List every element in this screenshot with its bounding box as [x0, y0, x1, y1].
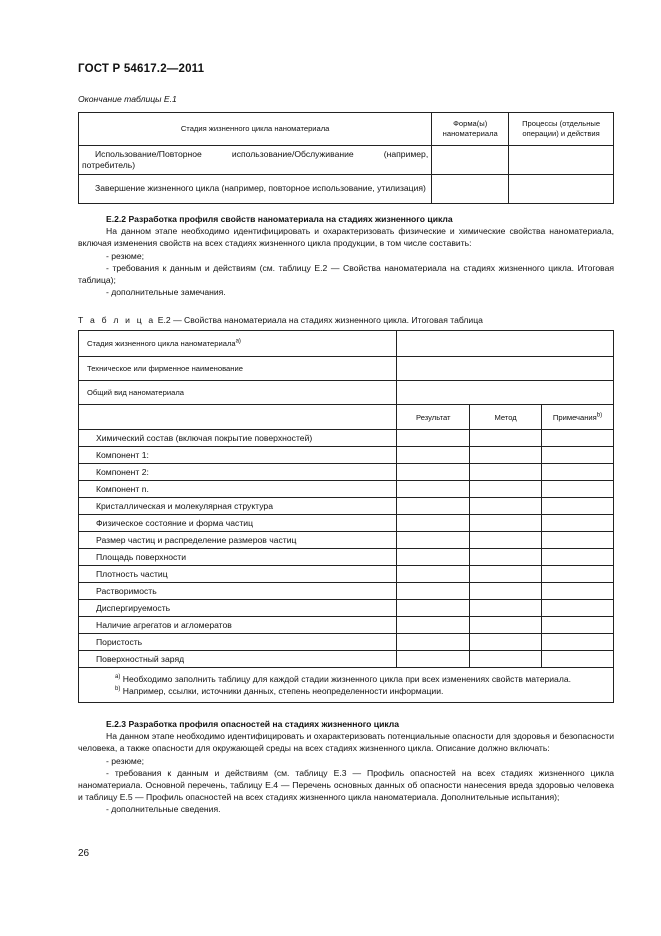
column-header-form-line2: наноматериала	[442, 129, 498, 138]
column-header-stage: Стадия жизненного цикла наноматериала	[79, 113, 432, 146]
section-e22	[78, 213, 614, 298]
notes-cell	[542, 481, 614, 498]
result-cell	[397, 430, 470, 447]
table-caption-label: Т а б л и ц а	[78, 315, 156, 325]
properties-table	[78, 330, 614, 703]
notes-cell	[542, 464, 614, 481]
value-cell	[397, 357, 614, 381]
method-cell	[470, 464, 542, 481]
processes-cell	[509, 175, 614, 204]
section-paragraph: На данном этапе необходимо идентифицировать и охарактеризовать потенциальные опасности для здоровья и безопасности человека, а также опасности для окружающей среды на всех стадиях жизненного цикла. Описание должно включать:	[78, 731, 614, 754]
table-row	[79, 634, 614, 651]
property-cell: Пористость	[79, 634, 397, 651]
stage-text: Использование/Повторное использование/Обслуживание (например, потребитель)	[82, 148, 429, 170]
notes-cell	[542, 532, 614, 549]
method-cell	[470, 634, 542, 651]
column-header-processes-line1: Процессы (отдельные	[522, 118, 601, 128]
table-row	[79, 549, 614, 566]
footnote-a	[87, 673, 605, 685]
result-cell	[397, 532, 470, 549]
stage-cell	[79, 175, 432, 204]
list-item: - дополнительные замечания.	[106, 287, 226, 298]
result-cell	[397, 464, 470, 481]
notes-cell	[542, 600, 614, 617]
column-header-result: Результат	[397, 405, 470, 430]
property-cell: Компонент n.	[79, 481, 397, 498]
method-cell	[470, 566, 542, 583]
stage-text: Завершение жизненного цикла (например, повторное использование, утилизация)	[95, 183, 426, 194]
list-item: - требования к данным и действиям (см. таблицу Е.2 — Свойства наноматериала на стадиях жизненного цикла. Итоговая таблица);	[78, 262, 614, 286]
footnote-b	[87, 685, 605, 697]
column-header-notes-text: Примечания	[552, 412, 597, 422]
value-cell	[397, 381, 614, 405]
general-view-label: Общий вид наноматериала	[79, 381, 397, 405]
stage-cell	[79, 146, 432, 175]
stage-label-cell	[79, 331, 397, 357]
property-cell: Размер частиц и распределение размеров частиц	[79, 532, 397, 549]
table-row	[79, 381, 614, 405]
column-header-notes	[542, 405, 614, 430]
property-cell: Площадь поверхности	[79, 549, 397, 566]
table-row	[79, 515, 614, 532]
empty-header-cell	[79, 405, 397, 430]
list-item: - требования к данным и действиям (см. таблицу Е.3 — Профиль опасностей на всех стадиях жизненного цикла наноматериала. Основной перечень, таблицу Е.4 — Перечень основных данных об опасности нанесения вреда здоровью человека и таблицу Е.5 — Профиль опасностей на всех стадиях жизненного цикла наноматериала. Дополнительные испытания);	[78, 767, 614, 803]
table-header-row	[79, 405, 614, 430]
property-cell: Плотность частиц	[79, 566, 397, 583]
lifecycle-stage-table	[78, 112, 614, 204]
property-cell: Поверхностный заряд	[79, 651, 397, 668]
column-header-form	[432, 113, 509, 146]
method-cell	[470, 532, 542, 549]
notes-cell	[542, 447, 614, 464]
footnote-a-text: Необходимо заполнить таблицу для каждой стадии жизненного цикла при всех изменениях свойств материала.	[120, 674, 572, 684]
trade-name-label: Техническое или фирменное наименование	[79, 357, 397, 381]
table-row	[79, 331, 614, 357]
footnote-mark: b)	[596, 411, 603, 418]
table-row	[79, 566, 614, 583]
result-cell	[397, 549, 470, 566]
notes-cell	[542, 634, 614, 651]
property-cell: Компонент 2:	[79, 464, 397, 481]
table-header-row	[79, 113, 614, 146]
property-cell: Кристаллическая и молекулярная структура	[79, 498, 397, 515]
result-cell	[397, 651, 470, 668]
table-row	[79, 447, 614, 464]
column-header-processes-line2: операции) и действия	[522, 129, 600, 138]
property-cell: Диспергируемость	[79, 600, 397, 617]
method-cell	[470, 481, 542, 498]
section-paragraph: На данном этапе необходимо идентифицировать и охарактеризовать физические и химические свойства наноматериала, включая изменения свойств на всех стадиях жизненного цикла продукции, в том числе составить:	[78, 226, 614, 249]
method-cell	[470, 651, 542, 668]
list-item: - резюме;	[106, 755, 144, 766]
column-header-processes	[509, 113, 614, 146]
section-heading: Е.2.2 Разработка профиля свойств наноматериала на стадиях жизненного цикла	[106, 214, 453, 224]
stage-label: Стадия жизненного цикла наноматериала	[87, 339, 236, 348]
result-cell	[397, 566, 470, 583]
table-row	[79, 583, 614, 600]
table-row	[79, 617, 614, 634]
footnotes-cell	[79, 668, 614, 703]
footnote-a-mark: а)	[115, 674, 121, 681]
list-item: - дополнительные сведения.	[106, 804, 221, 815]
result-cell	[397, 515, 470, 532]
page-number: 26	[78, 848, 90, 859]
column-header-form-line1: Форма(ы)	[453, 118, 488, 128]
method-cell	[470, 600, 542, 617]
table-row	[79, 532, 614, 549]
form-cell	[432, 175, 509, 204]
result-cell	[397, 498, 470, 515]
table-footnotes-row	[79, 668, 614, 703]
table-row	[79, 498, 614, 515]
method-cell	[470, 617, 542, 634]
table-caption	[78, 315, 483, 325]
method-cell	[470, 447, 542, 464]
notes-cell	[542, 549, 614, 566]
table-row	[79, 600, 614, 617]
property-cell: Компонент 1:	[79, 447, 397, 464]
notes-cell	[542, 583, 614, 600]
property-cell: Растворимость	[79, 583, 397, 600]
value-cell	[397, 331, 614, 357]
notes-cell	[542, 498, 614, 515]
table-row	[79, 175, 614, 204]
footnote-mark: а)	[235, 338, 241, 345]
form-cell	[432, 146, 509, 175]
result-cell	[397, 447, 470, 464]
result-cell	[397, 481, 470, 498]
notes-cell	[542, 651, 614, 668]
table-row	[79, 357, 614, 381]
table-row	[79, 651, 614, 668]
processes-cell	[509, 146, 614, 175]
result-cell	[397, 634, 470, 651]
table-row	[79, 481, 614, 498]
document-header: ГОСТ Р 54617.2—2011	[78, 63, 205, 75]
column-header-method: Метод	[470, 405, 542, 430]
method-cell	[470, 498, 542, 515]
table-caption-text: Е.2 — Свойства наноматериала на стадиях жизненного цикла. Итоговая таблица	[155, 315, 483, 325]
result-cell	[397, 617, 470, 634]
notes-cell	[542, 617, 614, 634]
result-cell	[397, 600, 470, 617]
method-cell	[470, 583, 542, 600]
footnote-b-mark: b)	[115, 686, 121, 693]
table-continuation-caption: Окончание таблицы Е.1	[78, 94, 177, 104]
property-cell: Физическое состояние и форма частиц	[79, 515, 397, 532]
property-cell: Химический состав (включая покрытие поверхностей)	[79, 430, 397, 447]
footnote-b-text: Например, ссылки, источники данных, степень неопределенности информации.	[120, 686, 444, 696]
section-heading: Е.2.3 Разработка профиля опасностей на стадиях жизненного цикла	[106, 719, 400, 729]
table-row	[79, 146, 614, 175]
method-cell	[470, 430, 542, 447]
notes-cell	[542, 566, 614, 583]
result-cell	[397, 583, 470, 600]
list-item: - резюме;	[106, 250, 144, 261]
table-row	[79, 430, 614, 447]
property-cell: Наличие агрегатов и агломератов	[79, 617, 397, 634]
method-cell	[470, 549, 542, 566]
notes-cell	[542, 515, 614, 532]
notes-cell	[542, 430, 614, 447]
table-row	[79, 464, 614, 481]
section-e23	[78, 718, 614, 816]
method-cell	[470, 515, 542, 532]
